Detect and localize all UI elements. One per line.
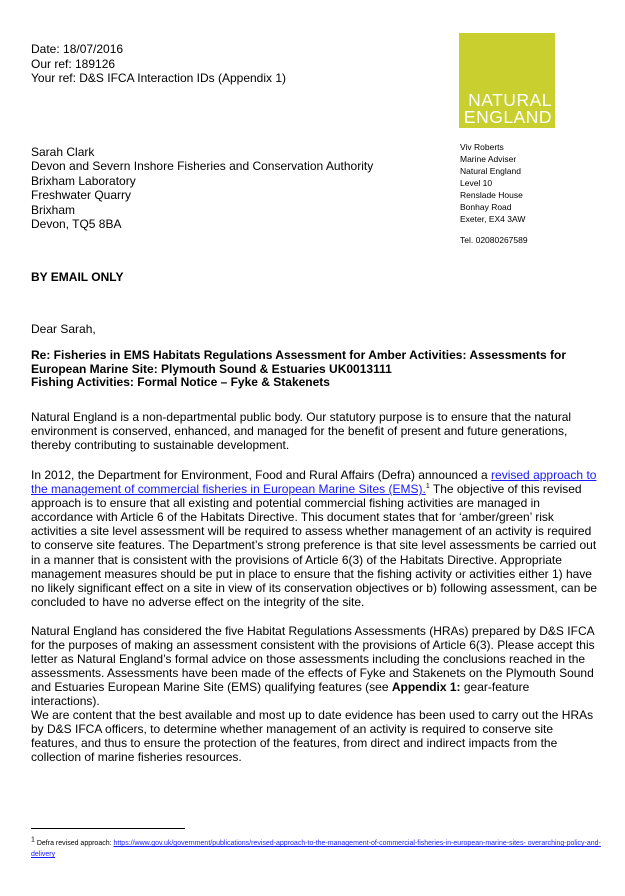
paragraph-text: In 2012, the Department for Environment, Food and Rural Affairs (Defra) announced a (31, 468, 492, 482)
paragraph-text: gear-feature interactions). (31, 680, 530, 709)
appendix-reference: Appendix 1: (391, 680, 461, 695)
subject-line: Fishing Activities: Formal Notice – Fyke & Stakenets (31, 375, 330, 389)
recipient-line: Brixham Laboratory (31, 173, 136, 188)
footnote-label: Defra revised approach: (34, 840, 114, 847)
sender-line: Viv Roberts (460, 142, 504, 152)
sender-line: Bonhay Road (460, 202, 512, 212)
salutation: Dear Sarah, (31, 322, 96, 336)
footnote-marker: 1 (425, 483, 430, 491)
subject-line: European Marine Site: Plymouth Sound & Estuaries UK0013111 (31, 361, 392, 376)
letter-metadata (31, 42, 286, 86)
recipient-line: Brixham (31, 202, 76, 217)
sender-line: Exeter, EX4 3AW (460, 214, 526, 224)
logo-text-natural: NATURAL (468, 90, 552, 110)
footnote-number: 1 (31, 836, 35, 844)
recipient-line: Devon and Severn Inshore Fisheries and Conservation Authority (31, 159, 374, 174)
body-paragraph-4: We are content that the best available and most up to date evidence has been used to carry out the HRAs by D&S IFCA officers, to determine whether management of an activity is required to conserve site features, and thus to ensure the protection of the features, from direct and indirect impacts from the collection of marine fisheries resources. (31, 708, 594, 765)
subject-heading (31, 349, 601, 390)
footnote (31, 838, 601, 860)
subject-line: Re: Fisheries in EMS Habitats Regulations Assessment for Amber Activities: Assessments for (31, 348, 567, 362)
our-reference: Our ref: 189126 (31, 56, 116, 71)
paragraph-text: The objective of this revised approach is to ensure that all existing and potential commercial fishing activities are managed in accordance with Article 6 of the Habitats Directive. This document states that for ‘amber/green’ risk activities a site level assessment will be required to assess whether management of an activity is required to conserve site features. The Department’s strong preference is that site level assessments be carried out in a manner that is consistent with the provisions of Article 6(3) of the Habitats Directive. Appropriate management measures should be put in place to ensure that the fishing activity or activities either 1) have no likely significant effect on a site in view of its conservation objectives or b) following assessment, can be concluded to have no adverse effect on the integrity of the site. (31, 482, 598, 609)
body-paragraph-3 (31, 624, 598, 709)
your-reference: Your ref: D&S IFCA Interaction IDs (Appendix 1) (31, 71, 287, 85)
sender-line: Natural England (460, 166, 521, 176)
delivery-notice: BY EMAIL ONLY (31, 270, 124, 284)
sender-telephone: Tel. 02080267589 (460, 235, 528, 245)
footnote-divider (31, 828, 185, 829)
recipient-line: Devon, TQ5 8BA (31, 217, 122, 232)
footnote-url-link[interactable]: https://www.gov.uk/government/publications/revised-approach-to-the-management-of-commercial-fisheries-in-european-marine-sites- overarching-policy-and-delivery (31, 840, 601, 858)
recipient-line: Sarah Clark (31, 145, 95, 159)
body-paragraph-2 (31, 468, 598, 609)
body-paragraph-1: Natural England is a non-departmental public body. Our statutory purpose is to ensure that the natural environment is conserved, enhanced, and managed for the benefit of present and future generations, thereby contributing to sustainable development. (31, 410, 572, 453)
sender-line: Renslade House (460, 190, 523, 200)
natural-england-logo (459, 33, 555, 128)
sender-address (460, 141, 525, 225)
recipient-line: Freshwater Quarry (31, 188, 132, 203)
paragraph-text: Natural England has considered the five Habitat Regulations Assessments (HRAs) prepared by D&S IFCA for the purposes of making an assessment consistent with the provisions of Article 6(3). Please accept this letter as Natural England’s formal advice on those assessments including the conclusions reached in the assessments. Assessments have been made of the effects of Fyke and Stakenets on the Plymouth Sound and Estuaries European Marine Site (EMS) qualifying features (see (31, 624, 595, 695)
sender-line: Marine Adviser (460, 154, 517, 164)
defra-revised-approach-link[interactable]: revised approach to the management of commercial fisheries in European Marine Sites (EMS). (31, 468, 597, 497)
recipient-address (31, 145, 373, 231)
letter-date: Date: 18/07/2016 (31, 42, 124, 56)
sender-line: Level 10 (460, 178, 493, 188)
logo-text-england: ENGLAND (463, 107, 552, 127)
